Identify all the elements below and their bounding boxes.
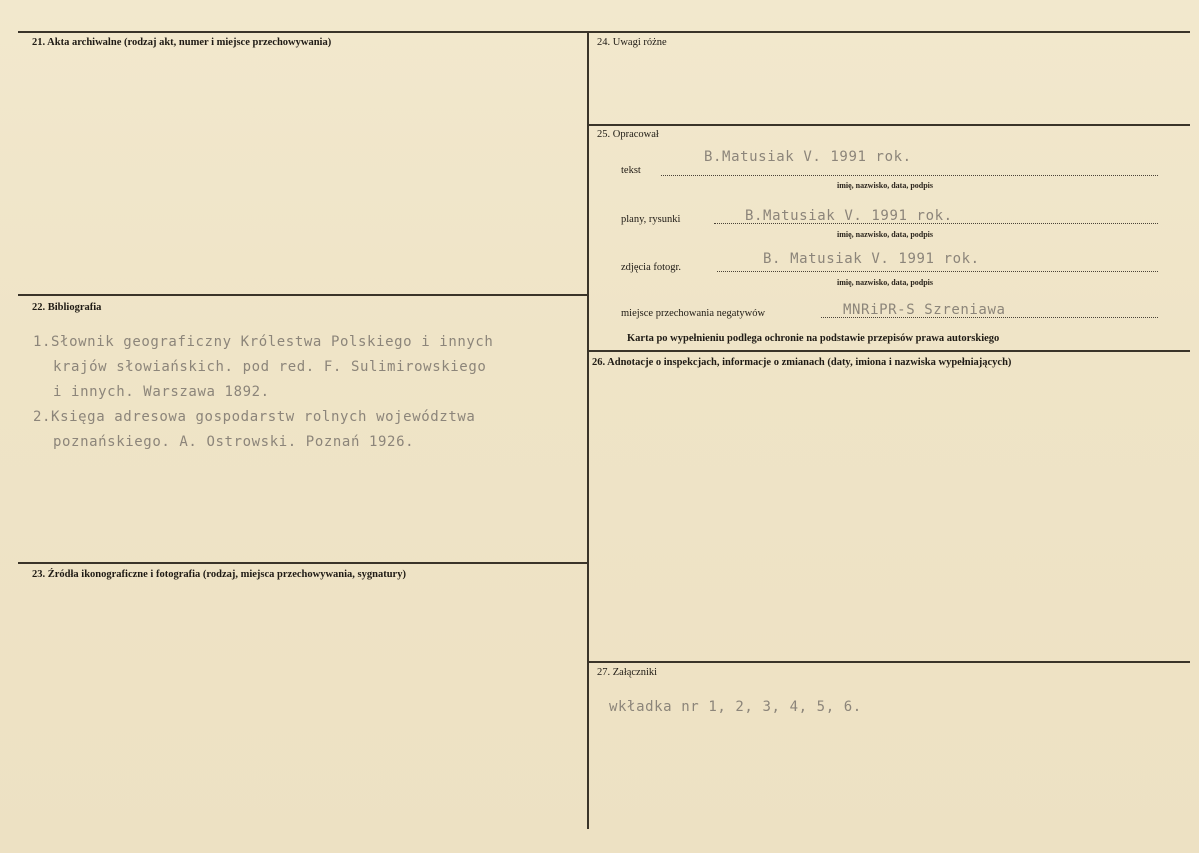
divider-21-22 [18, 294, 588, 296]
section-25-label: 25. Opracował [597, 129, 659, 140]
bibliography-line: 1.Słownik geograficzny Królestwa Polskiego i innych [33, 334, 494, 350]
zdjecia-label: zdjęcia fotogr. [621, 262, 682, 273]
tekst-label: tekst [621, 165, 641, 176]
section-24-label: 24. Uwagi różne [597, 37, 667, 48]
copyright-notice: Karta po wypełnieniu podlega ochronie na podstawie przepisów prawa autorskiego [627, 333, 1000, 344]
tekst-value: B.Matusiak V. 1991 rok. [704, 149, 912, 165]
negatywy-value: MNRiPR-S Szreniawa [843, 302, 1006, 318]
attachments-value: wkładka nr 1, 2, 3, 4, 5, 6. [609, 699, 862, 715]
plany-value: B.Matusiak V. 1991 rok. [745, 208, 953, 224]
top-border [18, 31, 1190, 33]
plany-caption: imię, nazwisko, data, podpis [837, 230, 934, 239]
bibliography-line: krajów słowiańskich. pod red. F. Sulimirowskiego [53, 359, 487, 375]
section-21-label: 21. Akta archiwalne (rodzaj akt, numer i miejsce przechowywania) [32, 37, 332, 48]
divider-26-27 [588, 661, 1190, 663]
plany-label: plany, rysunki [621, 214, 681, 225]
center-divider [587, 31, 589, 829]
negatywy-label: miejsce przechowania negatywów [621, 308, 766, 319]
divider-22-23 [18, 562, 588, 564]
section-23-label: 23. Źródła ikonograficzne i fotografia (rodzaj, miejsca przechowywania, sygnatury) [32, 569, 406, 580]
section-22-label: 22. Bibliografia [32, 302, 102, 313]
divider-24-25 [588, 124, 1190, 126]
bibliography-line: 2.Księga adresowa gospodarstw rolnych województwa [33, 409, 476, 425]
zdjecia-caption: imię, nazwisko, data, podpis [837, 278, 934, 287]
zdjecia-line [717, 271, 1158, 272]
section-26-label: 26. Adnotacje o inspekcjach, informacje o zmianach (daty, imiona i nazwiska wypełniających) [592, 357, 1012, 368]
tekst-line [661, 175, 1158, 176]
divider-25-26 [588, 350, 1190, 352]
section-27-label: 27. Załączniki [597, 667, 658, 678]
bibliography-line: i innych. Warszawa 1892. [53, 384, 270, 400]
zdjecia-value: B. Matusiak V. 1991 rok. [763, 251, 980, 267]
plany-line [714, 223, 1158, 224]
tekst-caption: imię, nazwisko, data, podpis [837, 181, 934, 190]
bibliography-line: poznańskiego. A. Ostrowski. Poznań 1926. [53, 434, 415, 450]
negatywy-line [821, 317, 1158, 318]
